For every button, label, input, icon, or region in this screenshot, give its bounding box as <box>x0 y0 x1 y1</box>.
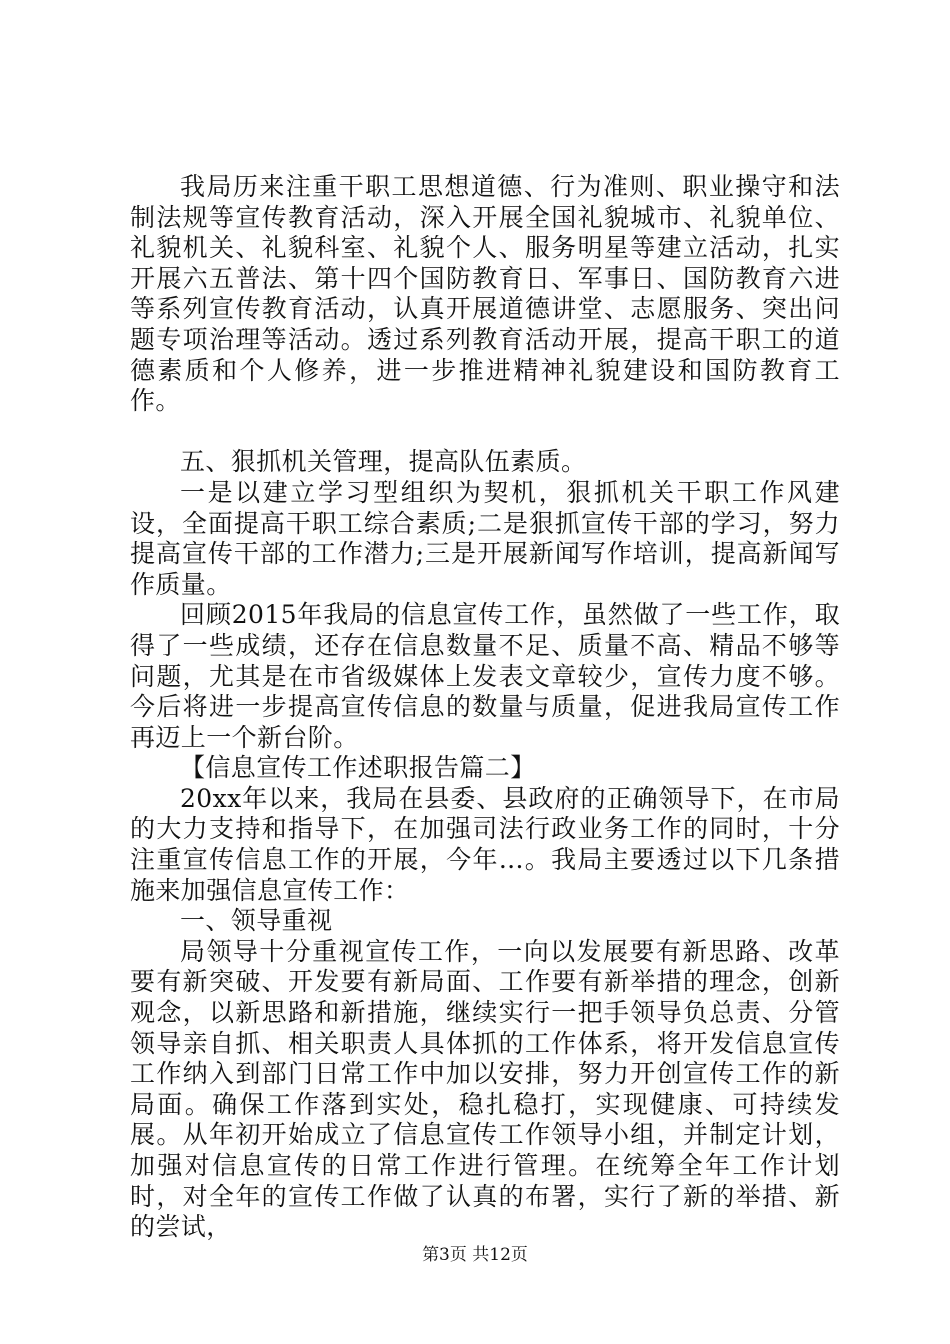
paragraph-intro-20xx: 20xx年以来，我局在县委、县政府的正确领导下，在市局的大力支持和指导下，在加强司法行政业务工作的同时，十分注重宣传信息工作的开展，今年...。我局主要透过以下几条措施来加强信息宣传工作： <box>130 783 840 905</box>
section-heading-five: 五、狠抓机关管理，提高队伍素质。 <box>180 447 587 477</box>
paragraph-moral-education: 我局历来注重干职工思想道德、行为准则、职业操守和法制法规等宣传教育活动，深入开展全国礼貌城市、礼貌单位、礼貌机关、礼貌科室、礼貌个人、服务明星等建立活动，扎实开展六五普法、第十四个国防教育日、军事日、国防教育六进等系列宣传教育活动，认真开展道德讲堂、志愿服务、突出问题专项治理等活动。透过系列教育活动开展，提高干职工的道德素质和个人修养，进一步推进精神礼貌建设和国防教育工作。 <box>130 172 840 416</box>
paragraph-agency-management: 一是以建立学习型组织为契机，狠抓机关干职工作风建设，全面提高干职工综合素质;二是狠抓宣传干部的学习，努力提高宣传干部的工作潜力;三是开展新闻写作培训，提高新闻写作质量。 <box>130 477 840 599</box>
paragraph-leadership: 局领导十分重视宣传工作，一向以发展要有新思路、改革要有新突破、开发要有新局面、工作要有新举措的理念，创新观念，以新思路和新措施，继续实行一把手领导负总责、分管领导亲自抓、相关职责人具体抓的工作体系，将开发信息宣传工作纳入到部门日常工作中加以安排，努力开创宣传工作的新局面。确保工作落到实处，稳扎稳打，实现健康、可持续发展。从年初开始成立了信息宣传工作领导小组，并制定计划，加强对信息宣传的日常工作进行管理。在统筹全年工作计划时，对全年的宣传工作做了认真的布署，实行了新的举措、新的尝试， <box>130 936 840 1242</box>
section-heading-leadership: 一、领导重视 <box>180 906 333 936</box>
page-number-footer: 第3页 共12页 <box>422 1245 528 1265</box>
paragraph-review-2015: 回顾2015年我局的信息宣传工作，虽然做了一些工作，取得了一些成绩，还存在信息数量不足、质量不高、精品不够等问题，尤其是在市省级媒体上发表文章较少，宣传力度不够。今后将进一步提高宣传信息的数量与质量，促进我局宣传工作再迈上一个新台阶。 <box>130 600 840 752</box>
report-part-two-heading: 【信息宣传工作述职报告篇二】 <box>180 753 536 783</box>
document-body <box>130 172 840 1243</box>
